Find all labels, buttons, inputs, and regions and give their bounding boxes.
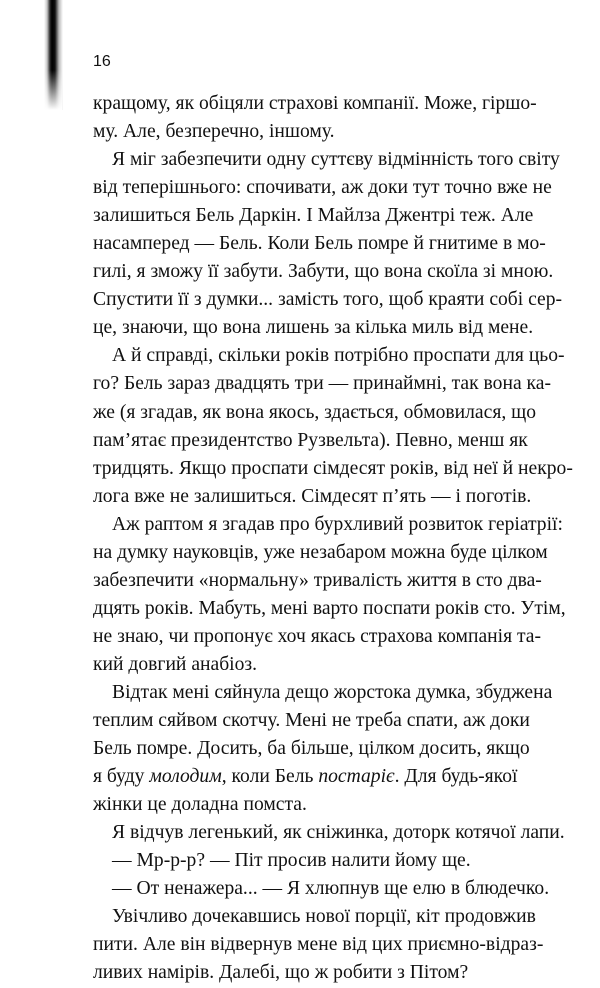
text-line: пити. Але він відвернув мене від цих приємно-відраз- [93,934,544,956]
text-line: Відтак мені сяйнула дещо жорстока думка, збуджена [112,681,553,703]
text-line: залишиться Бель Даркін. І Майлза Джентрі теж. Але [93,205,534,227]
body-text [93,90,573,988]
text-line: забезпечити «нормальну» тривалість життя в сто два- [93,569,542,591]
text-line: — От ненажера... — Я хлюпнув ще елю в блюдечко. [112,878,550,900]
text-line: го? Бель зараз двадцять три — принаймні, так вона ка- [93,373,551,395]
text-line: пам’ятає президентство Рузвельта). Певно, менш як [93,429,528,451]
text-line: му. Але, безперечно, іншому. [93,121,335,143]
text-line: тридцять. Якщо проспати сімдесят років, від неї й некро- [93,457,573,479]
book-spine-shadow [0,0,64,110]
text-line: кий довгий анабіоз. [93,653,258,675]
text-line: гилі, я зможу її забути. Забути, що вона скоїла зі мною. [93,261,554,283]
text-line: Увічливо дочекавшись нової порції, кіт продовжив [112,906,536,928]
text-line: Аж раптом я згадав про бурхливий розвиток геріатрії: [112,513,563,535]
text-line: ливих намірів. Далебі, що ж робити з Пітом? [93,962,469,984]
text-line: від теперішнього: спочивати, аж доки тут точно вже не [93,177,552,199]
page-number: 16 [93,53,111,70]
text-line: це, знаючи, що вона лишень за кілька миль від мене. [93,317,534,339]
text-line: Я міг забезпечити одну суттєву відмінність того світу [112,149,560,171]
text-line: — Мр-р-р? — Піт просив налити йому ще. [112,850,471,872]
text-line: А й справді, скільки років потрібно проспати для цьо- [112,345,565,367]
text-line: Я відчув легенький, як сніжинка, доторк котячої лапи. [112,822,565,844]
text-line: я буду молодим, коли Бель постаріє. Для будь-якої [93,766,518,788]
text-line: жінки це доладна помста. [93,794,307,816]
text-line: Спустити її з думки... замість того, щоб краяти собі сер- [93,289,563,311]
text-line: Бель помре. Досить, ба більше, цілком досить, якщо [93,738,530,760]
text-line: теплим сяйвом скотчу. Мені не треба спати, аж доки [93,710,530,732]
text-line: дцять років. Мабуть, мені варто поспати років сто. Утім, [93,597,566,619]
italic-word: постаріє [318,766,395,788]
text-line: лога вже не залишиться. Сімдесят п’ять — і поготів. [93,485,532,507]
text-line: кращому, як обіцяли страхові компанії. Може, гіршо- [93,93,537,114]
text-line: же (я згадав, як вона якось, здається, обмовилася, що [93,401,537,423]
italic-word: молодим [149,766,222,788]
text-line: на думку науковців, уже незабаром можна буде цілком [93,541,548,563]
text-line: не знаю, чи пропонує хоч якась страхова компанія та- [93,625,542,647]
text-line: насамперед — Бель. Коли Бель помре й гнитиме в мо- [93,233,546,255]
